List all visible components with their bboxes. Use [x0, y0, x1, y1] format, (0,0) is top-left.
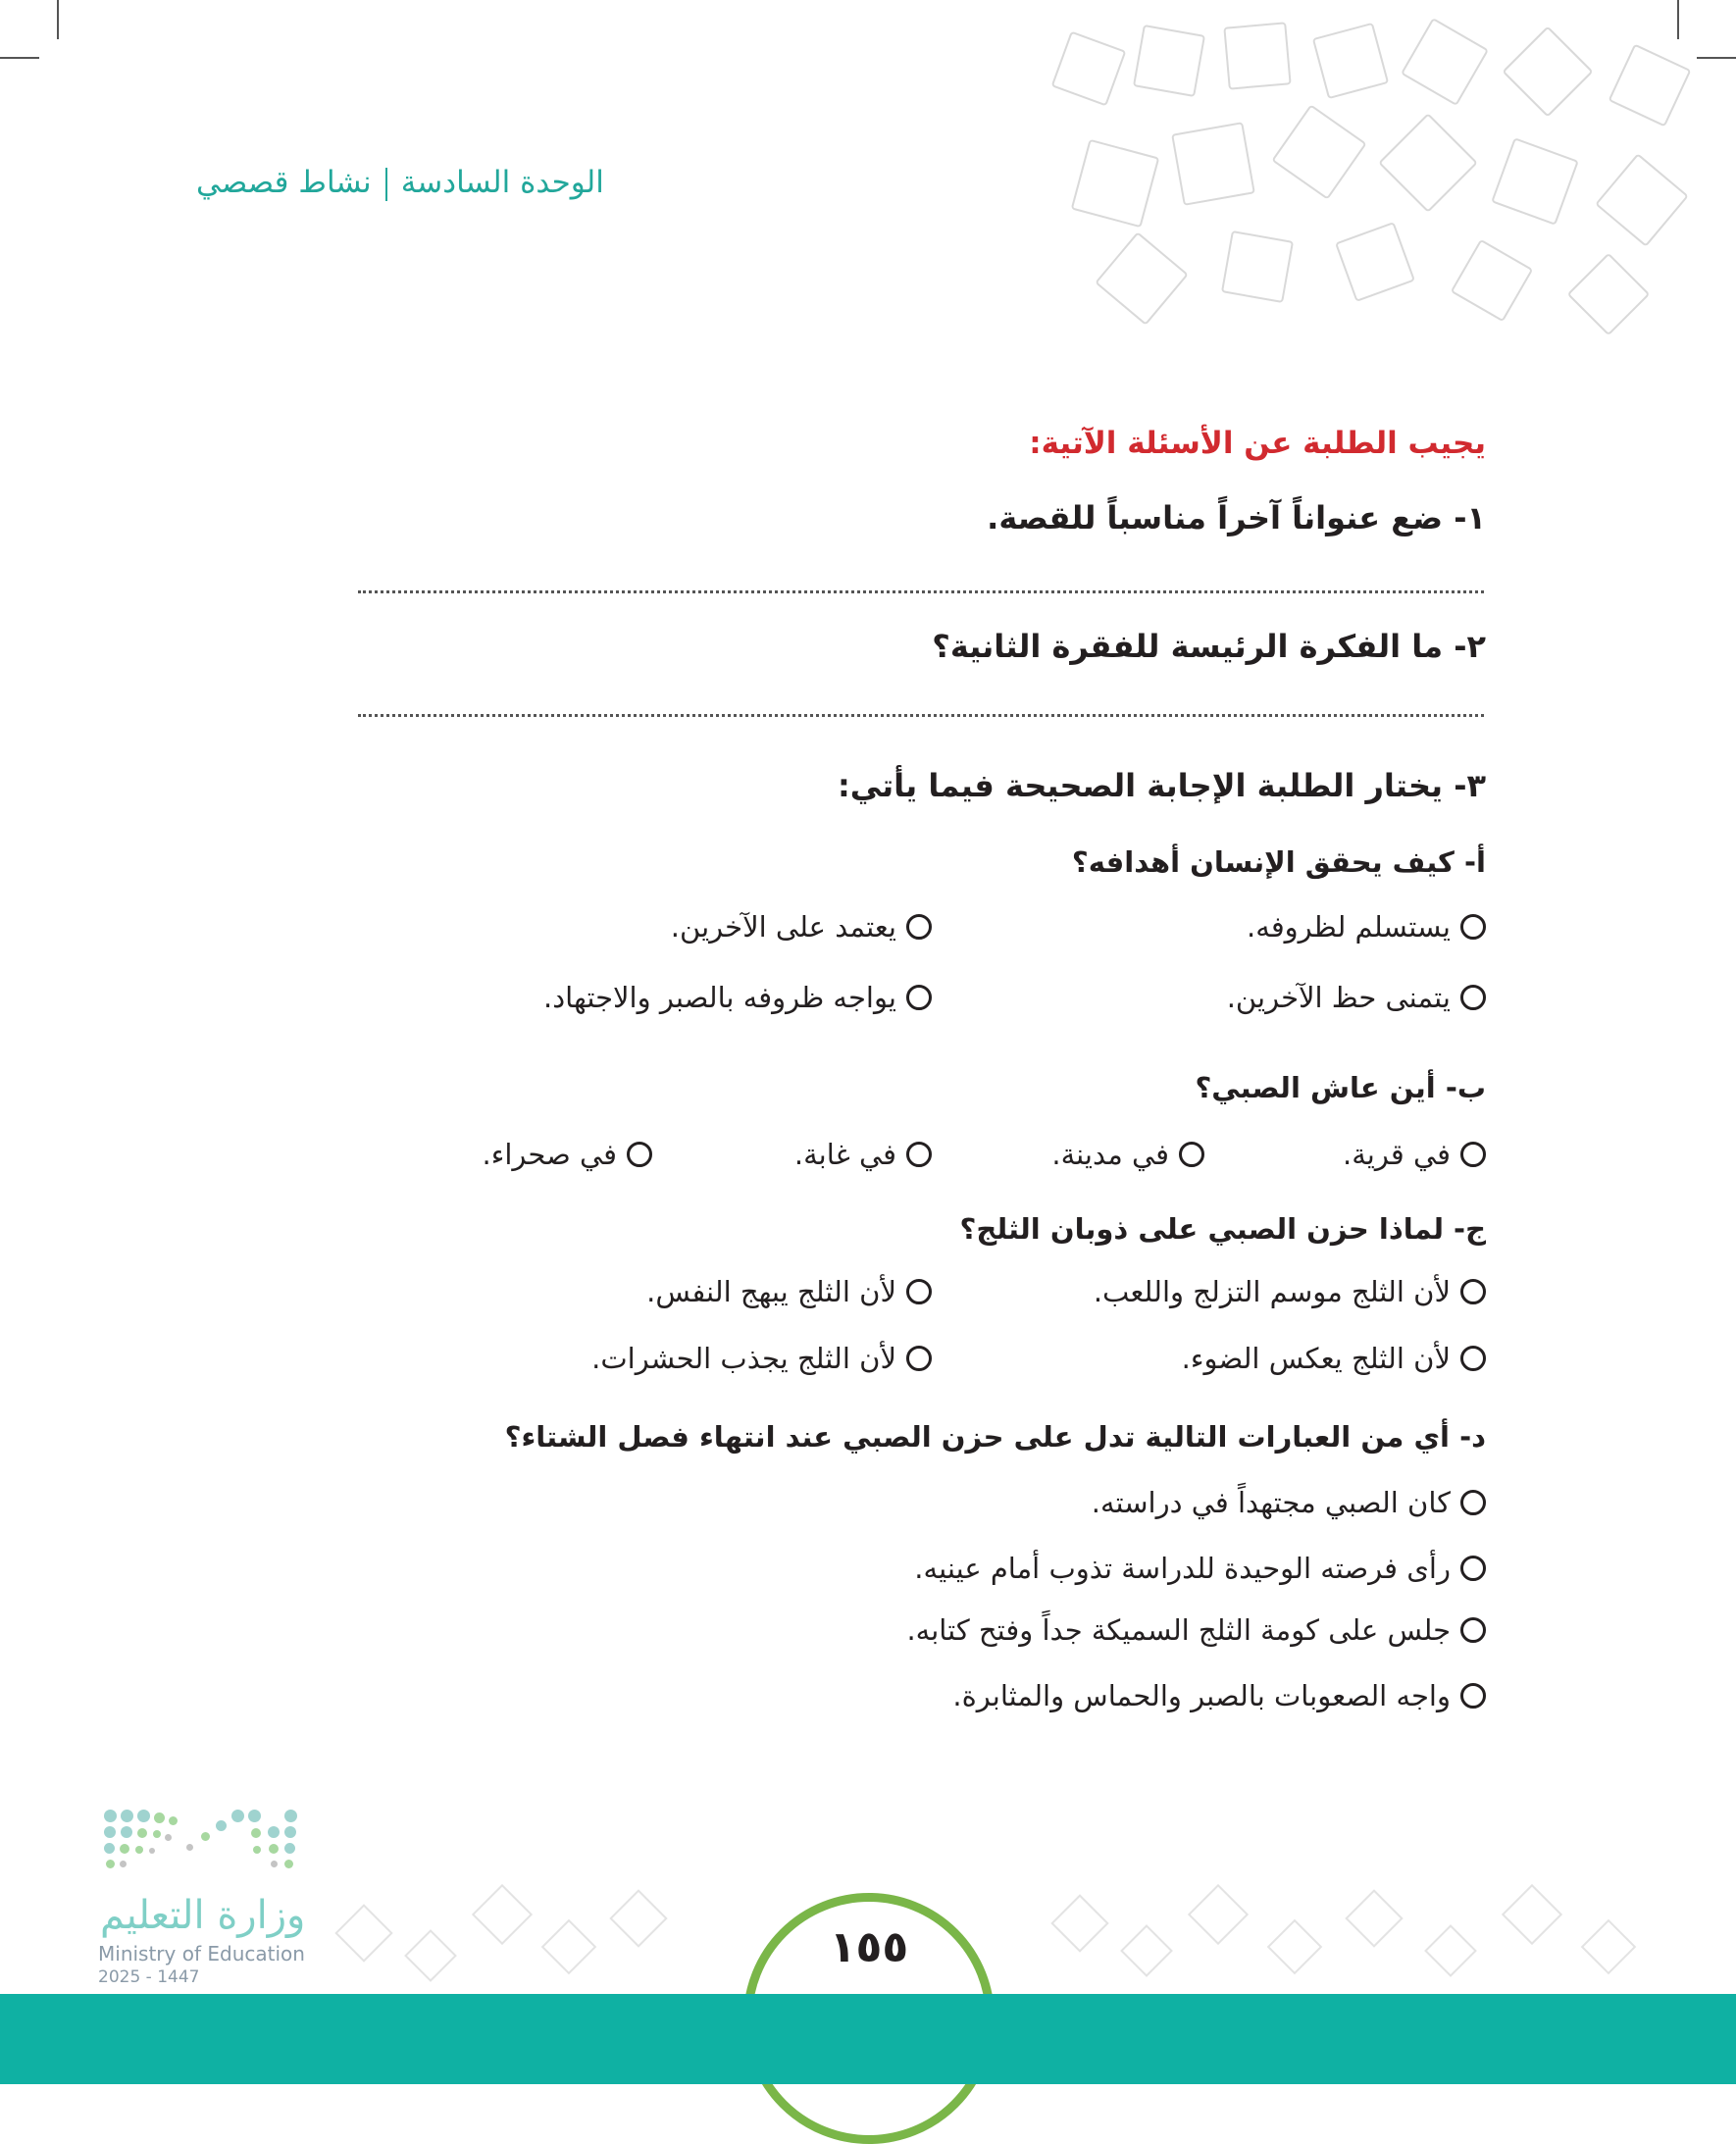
radio-circle-icon[interactable]: [1460, 1346, 1486, 1371]
footer-band: [0, 1994, 1736, 2084]
logo-dot: [165, 1834, 172, 1841]
option-a3[interactable]: يتمنى حظ الآخرين.: [1227, 981, 1486, 1014]
option-b1[interactable]: في قرية.: [1343, 1138, 1486, 1171]
decorative-square: [1451, 239, 1534, 323]
radio-circle-icon[interactable]: [906, 1346, 932, 1371]
logo-dot: [153, 1830, 161, 1838]
logo-dot: [271, 1861, 278, 1867]
radio-circle-icon[interactable]: [1460, 1142, 1486, 1167]
radio-circle-icon[interactable]: [1460, 1490, 1486, 1515]
decorative-square: [1595, 153, 1689, 247]
option-b3[interactable]: في غابة.: [794, 1138, 932, 1171]
logo-dot: [104, 1843, 115, 1854]
option-d3[interactable]: جلس على كومة الثلج السميكة جداً وفتح كتابه.: [906, 1613, 1486, 1647]
logo-dot: [248, 1810, 261, 1822]
logo-dot: [137, 1810, 150, 1822]
decorative-square: [1221, 230, 1294, 303]
radio-circle-icon[interactable]: [906, 985, 932, 1010]
radio-circle-icon[interactable]: [1460, 985, 1486, 1010]
decorative-square: [1271, 104, 1366, 199]
radio-circle-icon[interactable]: [1460, 1617, 1486, 1643]
decorative-square: [1051, 31, 1127, 107]
decorative-diamond: [1188, 1884, 1249, 1945]
logo-dot: [284, 1860, 293, 1868]
option-a1[interactable]: يستسلم لظروفه.: [1247, 910, 1486, 944]
radio-circle-icon[interactable]: [627, 1142, 652, 1167]
question-1: ١- ضع عنواناً آخراً مناسباً للقصة.: [987, 499, 1486, 536]
question-3: ٣- يختار الطلبة الإجابة الصحيحة فيما يأتي:: [837, 767, 1486, 804]
decorative-square: [1095, 231, 1189, 326]
ministry-name-ar: وزارة التعليم: [100, 1893, 306, 1938]
logo-dot: [104, 1826, 116, 1838]
decorative-square: [1133, 25, 1205, 97]
decorative-square: [1491, 137, 1579, 226]
page-number: ١٥٥: [829, 1922, 909, 1972]
decorative-square: [1223, 22, 1291, 89]
logo-dot: [251, 1828, 261, 1838]
logo-dot: [253, 1846, 261, 1854]
logo-dot: [137, 1828, 147, 1838]
instruction: يجيب الطلبة عن الأسئلة الآتية:: [1029, 426, 1486, 461]
decorative-square: [1335, 222, 1415, 302]
unit-title: الوحدة السادسة: [400, 165, 604, 200]
logo-dot: [149, 1848, 155, 1854]
decorative-diamond: [1267, 1919, 1323, 1975]
decorative-square: [1071, 139, 1160, 229]
radio-circle-icon[interactable]: [1460, 1556, 1486, 1581]
subquestion-b: ب- أين عاش الصبي؟: [1195, 1071, 1486, 1104]
edition-year: 2025 - 1447: [98, 1967, 200, 1987]
option-b2[interactable]: في مدينة.: [1051, 1138, 1204, 1171]
radio-circle-icon[interactable]: [906, 914, 932, 940]
decorative-diamond: [1345, 1889, 1403, 1947]
unit-header: [196, 165, 647, 201]
logo-dot: [121, 1810, 133, 1822]
crop-mark: [1677, 0, 1679, 39]
decorative-diamond: [472, 1884, 533, 1945]
option-d4[interactable]: واجه الصعوبات بالصبر والحماس والمثابرة.: [952, 1679, 1486, 1712]
ministry-name-en: Ministry of Education: [98, 1942, 305, 1965]
logo-dot: [106, 1860, 115, 1868]
option-c2[interactable]: لأن الثلج يبهج النفس.: [646, 1275, 932, 1308]
option-a4[interactable]: يواجه ظروفه بالصبر والاجتهاد.: [543, 981, 932, 1014]
decorative-diamond: [1424, 1924, 1477, 1977]
logo-dot: [231, 1810, 244, 1822]
decorative-diamond: [1502, 1884, 1562, 1945]
crop-mark: [1697, 57, 1736, 59]
decorative-diamond: [541, 1919, 597, 1975]
option-c4[interactable]: لأن الثلج يجذب الحشرات.: [591, 1342, 932, 1375]
decorative-diamond: [1050, 1894, 1108, 1952]
radio-circle-icon[interactable]: [906, 1279, 932, 1304]
radio-circle-icon[interactable]: [1460, 1683, 1486, 1709]
option-c3[interactable]: لأن الثلج يعكس الضوء.: [1182, 1342, 1486, 1375]
decorative-square: [1608, 43, 1691, 127]
answer-line-1[interactable]: [358, 590, 1484, 593]
decorative-square: [1567, 253, 1651, 336]
radio-circle-icon[interactable]: [906, 1142, 932, 1167]
header-divider: [385, 168, 387, 201]
decorative-diamond: [334, 1904, 392, 1962]
decorative-square: [1502, 26, 1593, 117]
logo-dot: [284, 1810, 297, 1822]
logo-dot: [120, 1844, 129, 1854]
option-d2[interactable]: رأى فرصته الوحيدة للدراسة تذوب أمام عينيه.: [914, 1552, 1486, 1585]
option-b4[interactable]: في صحراء.: [482, 1138, 652, 1171]
logo-dot: [216, 1820, 227, 1831]
subquestion-d: د- أي من العبارات التالية تدل على حزن الصبي عند انتهاء فصل الشتاء؟: [504, 1420, 1486, 1454]
crop-mark: [57, 0, 59, 39]
logo-dot: [201, 1832, 210, 1841]
logo-dot: [268, 1826, 280, 1838]
decorative-diamond: [1120, 1924, 1173, 1977]
logo-dot: [284, 1843, 295, 1854]
subquestion-a: أ- كيف يحقق الإنسان أهدافه؟: [1071, 845, 1486, 879]
option-c1[interactable]: لأن الثلج موسم التزلج واللعب.: [1094, 1275, 1486, 1308]
subquestion-c: ج- لماذا حزن الصبي على ذوبان الثلج؟: [959, 1212, 1486, 1246]
radio-circle-icon[interactable]: [1179, 1142, 1204, 1167]
logo-dot: [269, 1844, 279, 1854]
decorative-square: [1171, 122, 1255, 206]
question-2: ٢- ما الفكرة الرئيسة للفقرة الثانية؟: [932, 628, 1486, 665]
logo-dot: [120, 1861, 127, 1867]
logo-dot: [169, 1816, 178, 1825]
logo-dot: [135, 1846, 143, 1854]
section-title: نشاط قصصي: [196, 165, 372, 200]
logo-dot: [284, 1826, 296, 1838]
decorative-square: [1378, 113, 1478, 213]
option-a2[interactable]: يعتمد على الآخرين.: [671, 910, 932, 944]
logo-dot: [154, 1812, 165, 1823]
decorative-diamond: [609, 1889, 667, 1947]
crop-mark: [0, 57, 39, 59]
logo-dot: [121, 1826, 132, 1838]
logo-dot: [104, 1810, 117, 1822]
decorative-diamond: [404, 1929, 457, 1982]
decorative-diamond: [1581, 1919, 1637, 1975]
option-d1[interactable]: كان الصبي مجتهداً في دراسته.: [1092, 1486, 1486, 1519]
decorative-square: [1401, 18, 1489, 106]
radio-circle-icon[interactable]: [1460, 1279, 1486, 1304]
decorative-square: [1312, 23, 1389, 99]
logo-dot: [186, 1844, 193, 1851]
radio-circle-icon[interactable]: [1460, 914, 1486, 940]
answer-line-2[interactable]: [358, 714, 1484, 717]
